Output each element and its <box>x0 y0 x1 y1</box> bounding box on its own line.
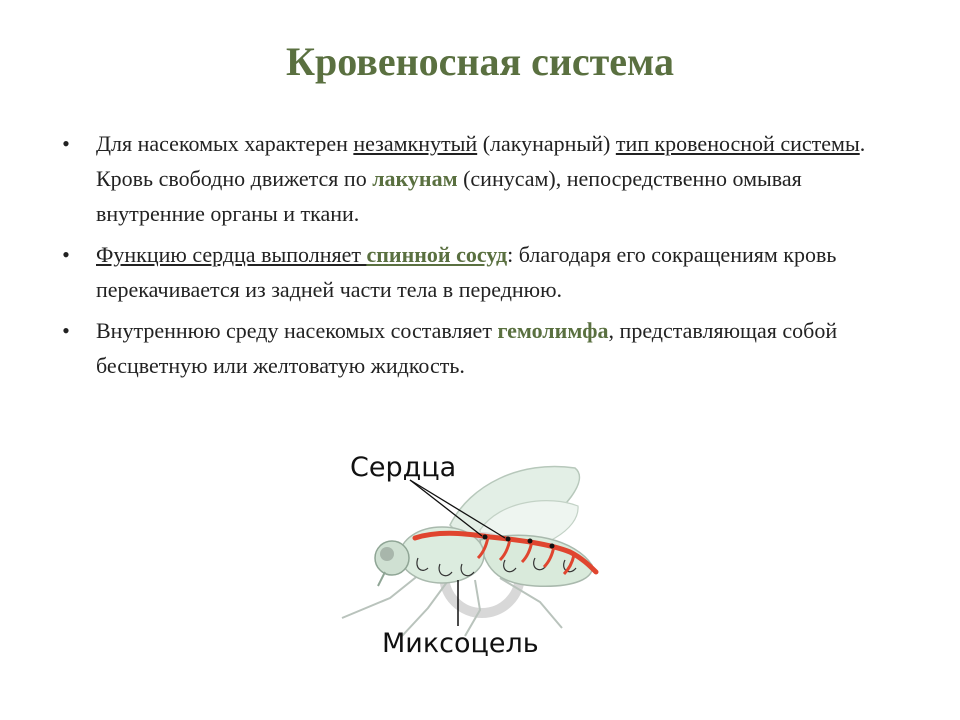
heart-chamber <box>506 537 511 542</box>
text-run: (синусам), непосредственно омывая внутренние органы и ткани. <box>96 166 802 226</box>
term-nezamknuty: незамкнутый <box>353 131 478 156</box>
text-run: . Кровь свободно движется по <box>96 131 866 191</box>
bullet-item <box>56 126 916 231</box>
heart-chamber <box>528 539 533 544</box>
text-run: , представляющая собой бесцветную или желтоватую жидкость. <box>96 318 838 378</box>
bullet-marker: • <box>62 131 70 156</box>
bullet-marker: • <box>62 318 70 343</box>
term-funktsiya-serdtsa: Функцию сердца выполняет <box>96 242 367 267</box>
text-run: (лакунарный) <box>477 131 616 156</box>
insect-circulation-diagram <box>330 440 630 665</box>
heart-chamber <box>483 535 488 540</box>
bullet-marker: • <box>62 242 70 267</box>
insect-illustration <box>330 440 630 665</box>
insect-eye <box>380 547 394 561</box>
text-run: : благодаря его сокращениям кровь перекачивается из задней части тела в переднюю. <box>96 242 837 302</box>
slide-title: Кровеносная система <box>285 39 675 84</box>
text-run: Для насекомых характерен <box>96 131 354 156</box>
bullet-item <box>56 237 916 307</box>
bullet-list <box>56 126 916 389</box>
heart-chamber <box>550 544 555 549</box>
label-mixocoel: Миксоцель <box>382 628 539 659</box>
text-run: Внутреннюю среду насекомых составляет <box>96 318 498 343</box>
bullet-item <box>56 313 916 383</box>
term-spinnoy-sosud: спинной сосуд <box>366 242 508 267</box>
insect-mouthpart <box>378 572 385 586</box>
term-lakuny: лакунам <box>372 166 458 191</box>
term-tip-krovenosnoy: тип кровеносной системы <box>615 131 860 156</box>
label-heart: Сердца <box>350 452 457 483</box>
term-gemolimfa: гемолимфа <box>497 318 609 343</box>
